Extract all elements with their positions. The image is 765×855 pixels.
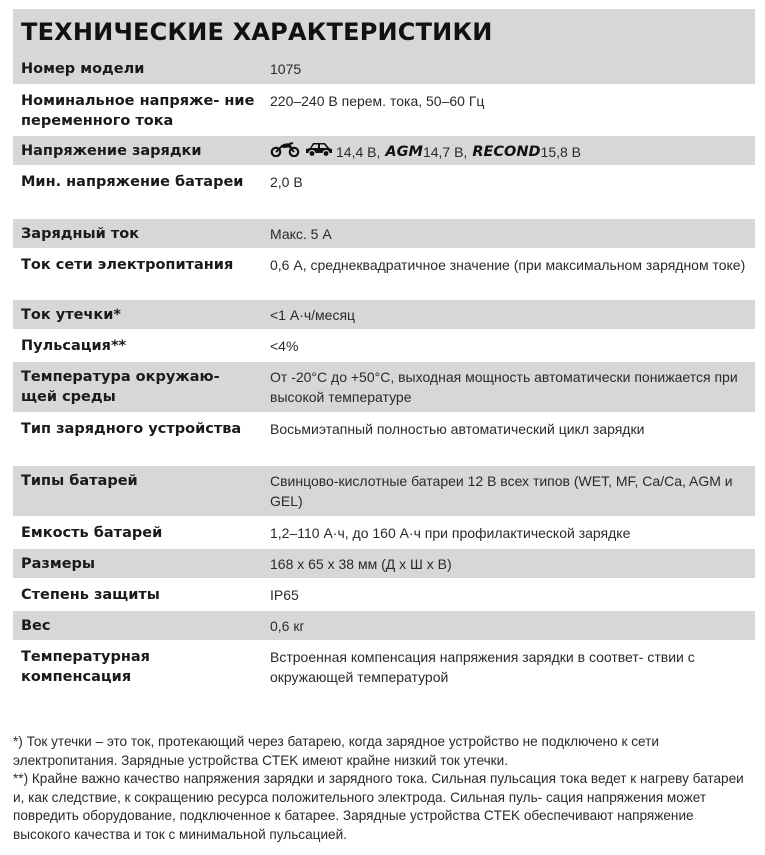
motorcycle-icon: [270, 141, 300, 162]
row-label: Мин. напряжение батареи: [13, 166, 264, 218]
row-value: 0,6 кг: [264, 610, 755, 641]
row-label: Вес: [13, 610, 264, 641]
table-row: [13, 299, 755, 330]
table-row: [13, 413, 755, 465]
row-value: 1075: [264, 54, 755, 85]
table-row: [13, 54, 755, 85]
row-value: От -20°С до +50°С, выходная мощность автоматически понижается при высокой температуре: [264, 361, 755, 413]
recond-mode-label: RECOND: [472, 143, 541, 160]
spec-sheet: [13, 9, 755, 694]
row-label: Напряжение зарядки: [13, 135, 264, 166]
row-value: Свинцово-кислотные батареи 12 В всех типов (WET, MF, Ca/Ca, AGM и GEL): [264, 465, 755, 517]
page-title: ТЕХНИЧЕСКИЕ ХАРАКТЕРИСТИКИ: [13, 9, 755, 54]
table-row: [13, 218, 755, 249]
row-value: 220–240 В перем. тока, 50–60 Гц: [264, 85, 755, 135]
row-value: 1,2–110 А·ч, до 160 А·ч при профилактической зарядке: [264, 517, 755, 548]
table-row: [13, 330, 755, 361]
row-label: Зарядный ток: [13, 218, 264, 249]
row-value: IP65: [264, 579, 755, 610]
row-value: 0,6 А, среднеквадратичное значение (при максимальном зарядном токе): [264, 249, 755, 299]
row-label: Емкость батарей: [13, 517, 264, 548]
row-label: Ток сети электропитания: [13, 249, 264, 299]
row-label: Типы батарей: [13, 465, 264, 517]
row-label: Номер модели: [13, 54, 264, 85]
row-label: Номинальное напряже- ние переменного тока: [13, 85, 264, 135]
row-value: 168 x 65 x 38 мм (Д x Ш x В): [264, 548, 755, 579]
table-row: [13, 641, 755, 693]
row-value: <1 А·ч/месяц: [264, 299, 755, 330]
table-row: [13, 517, 755, 548]
table-row: [13, 361, 755, 413]
table-row: [13, 249, 755, 299]
table-row: [13, 85, 755, 135]
row-label: Температурная компенсация: [13, 641, 264, 693]
row-label: Температура окружаю- щей среды: [13, 361, 264, 413]
table-row: [13, 579, 755, 610]
row-label: Пульсация**: [13, 330, 264, 361]
voltage-recond: 15,8 В: [540, 143, 582, 160]
row-value: <4%: [264, 330, 755, 361]
agm-mode-label: AGM: [385, 143, 423, 160]
specs-table: [13, 54, 755, 694]
row-value: Встроенная компенсация напряжения зарядки в соответ- ствии с окружающей температурой: [264, 641, 755, 693]
row-value: Восьмиэтапный полностью автоматический цикл зарядки: [264, 413, 755, 465]
table-row: [13, 135, 755, 166]
row-value: Макс. 5 А: [264, 218, 755, 249]
footnote-leakage: *) Ток утечки – это ток, протекающий через батарею, когда зарядное устройство не подключено к сети электропитания. Зарядные устройства CTEK имеют крайне низкий ток утечки.: [13, 734, 659, 768]
table-row: [13, 548, 755, 579]
row-label: Ток утечки*: [13, 299, 264, 330]
car-icon: [304, 141, 334, 162]
row-value: [264, 135, 755, 166]
footnotes: [13, 733, 753, 844]
row-value: 2,0 В: [264, 166, 755, 218]
row-label: Степень защиты: [13, 579, 264, 610]
voltage-normal: 14,4 В,: [336, 143, 381, 160]
voltage-agm: 14,7 В,: [422, 143, 468, 160]
table-row: [13, 166, 755, 218]
table-row: [13, 610, 755, 641]
row-label: Размеры: [13, 548, 264, 579]
footnote-ripple: **) Крайне важно качество напряжения зарядки и зарядного тока. Сильная пульсация тока ведет к нагреву батареи и, как следствие, к сокращению ресурса положительного электрода. Сильная пуль- сация напряжения может повредить оборудование, подключенное к батарее. Зарядные устройства CTEK обеспечивают напряжение высокого качества и ток с минимальной пульсацией.: [13, 771, 744, 842]
row-label: Тип зарядного устройства: [13, 413, 264, 465]
table-row: [13, 465, 755, 517]
